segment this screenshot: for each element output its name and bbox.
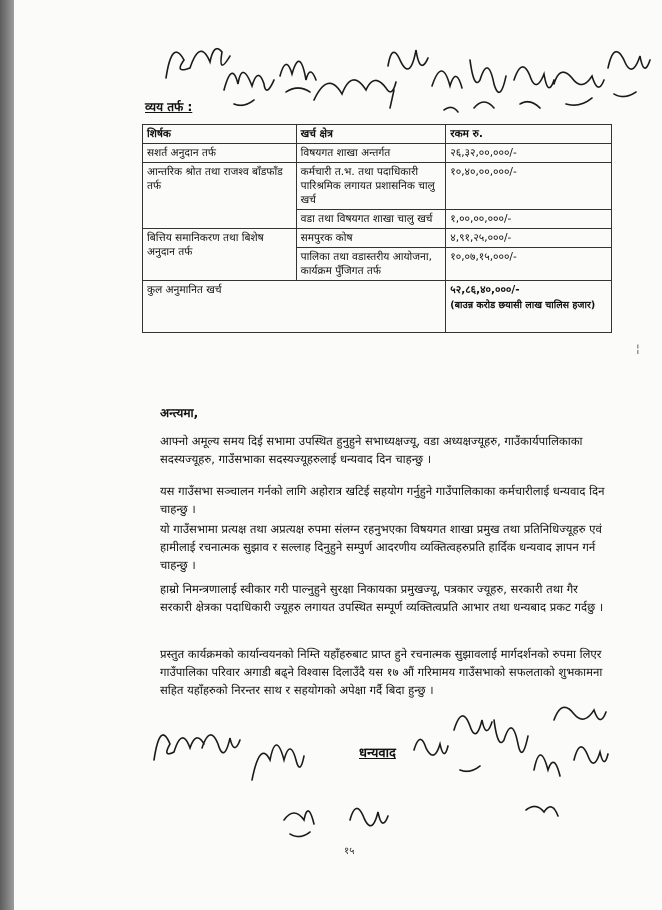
column-header-area: खर्च क्षेत्र — [296, 125, 446, 144]
table-row — [143, 144, 612, 163]
paragraph: यो गाउँसभामा प्रत्यक्ष तथा अप्रत्यक्ष रुपमा संलग्न रहनुभएका विषयगत शाखा प्रमुख तथा प्रतिनिधिज्यूहरु एवं हामीलाई रचनात्मक सुझाव र सल्लाह दिनुहुने सम्पुर्ण आदरणीय व्यक्तित्वहरुप्रति हार्दिक धन्यवाद ज्ञापन गर्न चाहन्छु । — [160, 522, 602, 572]
paragraph: प्रस्तुत कार्यक्रमको कार्यान्वयनको निम्ति यहाँहरुबाट प्राप्त हुने रचनात्मक सुझावलाई मार्गदर्शनको रुपमा लिएर गाउँपालिका परिवार अगाडी बढ्ने विश्वास दिलाउँदै यस १७ औं गरिमामय गाउँसभाको सफलताको शुभकामना सहित यहाँहरुको निरन्तर साथ र सहयोगको अपेक्षा गर्दै बिदा हुन्छु । — [160, 647, 603, 697]
scan-binding-edge — [0, 0, 14, 910]
total-label: कुल अनुमानित खर्च — [143, 281, 446, 333]
side-mark: ¦ — [636, 342, 640, 355]
top-signatures — [14, 0, 662, 130]
column-header-title: शिर्षक — [143, 125, 297, 144]
table-row — [143, 229, 612, 248]
row-amount: १०,४०,००,०००/- — [446, 163, 612, 210]
row-title: बित्तिय समानिकरण तथा बिशेष अनुदान तर्फ — [143, 229, 297, 281]
paragraph: हाम्रो निमन्त्रणालाई स्वीकार गरी पाल्नुहुने सुरक्षा निकायका प्रमुखज्यू, पत्रकार ज्यूहरु, सरकारी तथा गैर सरकारी क्षेत्रका पदाधिकारी ज्यूहरु लगायत उपस्थित सम्पूर्ण व्यक्तित्वप्रति आभार तथा धन्यबाद प्रकट गर्दछु । — [160, 582, 604, 614]
paragraph: यस गाउँसभा सञ्चालन गर्नको लागि अहोरात्र खटिई सहयोग गर्नुहुने गाउँपालिकाका कर्मचारीलाई धन्यवाद दिन चाहन्छु । — [160, 484, 605, 516]
total-amount-words: (बाउन्न करोड छयासी लाख चालिस हजार) — [450, 300, 596, 311]
column-header-amount: रकम रु. — [446, 125, 612, 144]
row-area: वडा तथा विषयगत शाखा चालु खर्च — [296, 210, 446, 229]
row-area: कर्मचारी त.भ. तथा पदाधिकारी पारिश्रमिक लगायत प्रशासनिक चालु खर्च — [296, 163, 446, 210]
row-title: सशर्त अनुदान तर्फ — [143, 144, 297, 163]
row-area: विषयगत शाखा अन्तर्गत — [296, 144, 446, 163]
thanks-heading: धन्यवाद — [359, 746, 396, 761]
total-amount-cell — [446, 281, 612, 333]
paragraph: आफ्नो अमूल्य समय दिई सभामा उपस्थित हुनुहुने सभाध्यक्षज्यू, वडा अध्यक्षज्यूहरु, गाउँकार्यपालिकाका सदस्यज्यूहरु, गाउँसभाका सदस्यज्यूहरुलाई धन्यवाद दिन चाहन्छु । — [160, 434, 583, 466]
row-area: पालिका तथा वडास्तरीय आयोजना, कार्यक्रम पुँजिगत तर्फ — [296, 248, 446, 281]
page-number: १५ — [344, 846, 355, 857]
table-row — [143, 163, 612, 210]
row-amount: १,००,००,०००/- — [446, 210, 612, 229]
row-amount: २६,३२,००,०००/- — [446, 144, 612, 163]
budget-table — [142, 124, 612, 333]
row-title: आन्तरिक श्रोत तथा राजश्व बाँडफाँड तर्फ — [143, 163, 297, 229]
table-total-row — [143, 281, 612, 333]
row-amount: ४,९१,२५,०००/- — [446, 229, 612, 248]
row-area: समपुरक कोष — [296, 229, 446, 248]
row-amount: १०,०७,१५,०००/- — [446, 248, 612, 281]
conclusion-heading: अन्त्यमा, — [160, 406, 199, 420]
document-page — [14, 0, 662, 910]
expense-heading: व्यय तर्फ : — [145, 100, 193, 114]
total-amount: ५२,८६,४०,०००/- — [450, 284, 520, 296]
table-header-row — [143, 125, 612, 144]
